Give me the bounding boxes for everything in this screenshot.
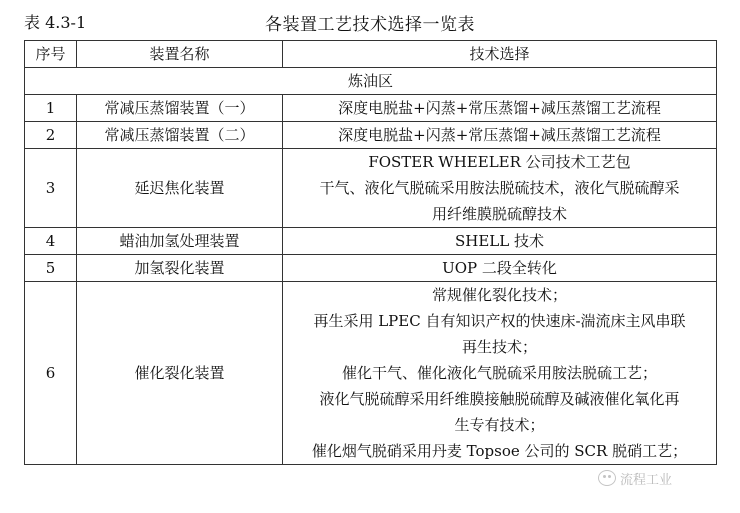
row-unit-name: 蜡油加氢处理装置: [77, 228, 283, 255]
table-number: 表 4.3-1: [24, 13, 87, 32]
row-no: 6: [25, 282, 77, 465]
row-technology: [283, 95, 717, 122]
row-technology: [283, 122, 717, 149]
row-technology: [283, 228, 717, 255]
row-unit-name: 催化裂化装置: [77, 282, 283, 465]
tech-line: 催化干气、催化液化气脱硫采用胺法脱硫工艺；: [341, 364, 657, 382]
row-no: 3: [25, 149, 77, 228]
table-row: [25, 228, 717, 255]
tech-line: 深度电脱盐+闪蒸+常压蒸馏+减压蒸馏工艺流程: [338, 99, 661, 117]
watermark: [598, 466, 728, 490]
tech-line: 催化烟气脱硝采用丹麦 Topsoe 公司的 SCR 脱硝工艺；: [311, 442, 688, 460]
process-technology-table: [24, 40, 717, 465]
header-unit-name: 装置名称: [77, 41, 283, 68]
table-title: 各装置工艺技术选择一览表: [265, 15, 475, 35]
table-row: [25, 282, 717, 465]
wechat-icon: [598, 470, 616, 486]
tech-line: 再生技术；: [461, 338, 537, 356]
tech-line: 深度电脱盐+闪蒸+常压蒸馏+减压蒸馏工艺流程: [338, 126, 661, 144]
header-serial-no: 序号: [25, 41, 77, 68]
tech-line: 常规催化裂化技术；: [431, 286, 567, 304]
row-unit-name: 常减压蒸馏装置（一）: [77, 95, 283, 122]
tech-line: 用纤维膜脱硫醇技术: [431, 205, 567, 223]
row-technology: [283, 282, 717, 465]
tech-line: 液化气脱硫醇采用纤维膜接触脱硫醇及碱液催化氧化再: [319, 390, 680, 408]
row-no: 5: [25, 255, 77, 282]
tech-line: UOP 二段全转化: [442, 259, 557, 277]
tech-line: 再生采用 LPEC 自有知识产权的快速床-湍流床主风串联: [313, 312, 686, 330]
table-row: [25, 255, 717, 282]
table-caption: [0, 0, 740, 38]
row-unit-name: 延迟焦化装置: [77, 149, 283, 228]
tech-line: 干气、液化气脱硫采用胺法脱硫技术，液化气脱硫醇采: [319, 179, 680, 197]
table-row: [25, 95, 717, 122]
section-row: [25, 68, 717, 95]
row-no: 2: [25, 122, 77, 149]
table-header-row: [25, 41, 717, 68]
section-label-refinery: 炼油区: [25, 68, 717, 95]
row-technology: [283, 149, 717, 228]
watermark-text: 流程工业: [620, 472, 673, 488]
row-unit-name: 加氢裂化装置: [77, 255, 283, 282]
table-row: [25, 149, 717, 228]
row-no: 4: [25, 228, 77, 255]
row-no: 1: [25, 95, 77, 122]
row-technology: [283, 255, 717, 282]
tech-line: 生专有技术；: [454, 416, 545, 434]
header-technology: 技术选择: [283, 41, 717, 68]
tech-line: SHELL 技术: [455, 232, 544, 250]
row-unit-name: 常减压蒸馏装置（二）: [77, 122, 283, 149]
table-row: [25, 122, 717, 149]
tech-line: FOSTER WHEELER 公司技术工艺包: [368, 153, 631, 171]
